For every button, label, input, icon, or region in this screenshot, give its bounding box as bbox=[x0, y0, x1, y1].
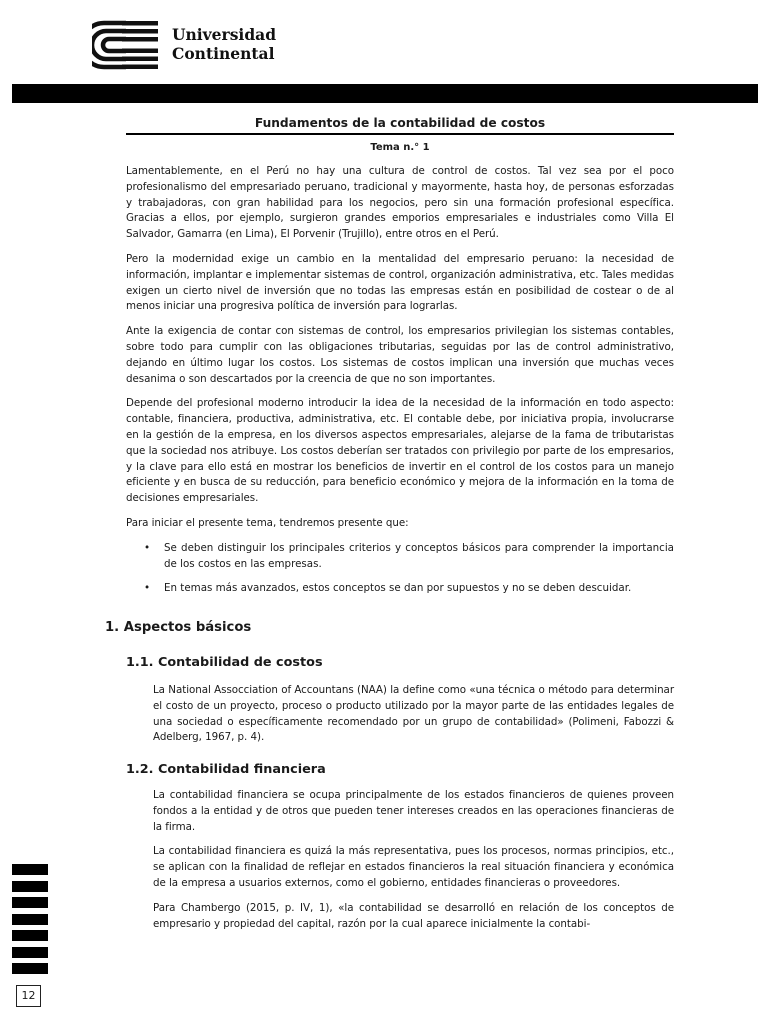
logo-line1: Universidad bbox=[172, 25, 277, 44]
side-decoration bbox=[12, 864, 48, 980]
logo-mark-icon bbox=[92, 20, 160, 70]
page-number: 12 bbox=[16, 985, 41, 1007]
side-block bbox=[12, 930, 48, 941]
intro-paragraph-5: Para iniciar el presente tema, tendremos presente que: bbox=[126, 516, 409, 529]
list-item bbox=[126, 581, 674, 597]
bullet-icon: • bbox=[144, 582, 151, 595]
intro-paragraph-3: Ante la exigencia de contar con sistemas de control, los empresarios privilegian los sistemas contables, sobre todo para cumplir con las obligaciones tributarias, seguidas por las de control administrativo, dejando en último lugar los costos. Los sistemas de costos implican una inversión que muchas veces desanima o son descartados por la creencia de que no son importantes. bbox=[126, 325, 674, 385]
section-1-1-body bbox=[153, 683, 674, 755]
section-1-2-paragraph-3: Para Chambergo (2015, p. IV, 1), «la contabilidad se desarrolló en relación de los conceptos de empresario y propiedad del capital, razón por la cual aparece inicialmente la contabi- bbox=[153, 901, 674, 930]
side-block bbox=[12, 897, 48, 908]
list-item bbox=[126, 541, 674, 573]
university-logo bbox=[92, 20, 292, 72]
logo-text bbox=[172, 25, 276, 63]
bullet-text: En temas más avanzados, estos conceptos se dan por supuestos y no se deben descuidar. bbox=[164, 582, 632, 595]
side-block bbox=[12, 947, 48, 958]
side-block bbox=[12, 881, 48, 892]
document-subtitle: Tema n.° 1 bbox=[370, 142, 430, 153]
section-1-2-body bbox=[153, 788, 674, 941]
document-content bbox=[126, 116, 674, 606]
section-1-2-paragraph-1: La contabilidad financiera se ocupa principalmente de los estados financieros de quienes proveen fondos a la entidad y de otros que pueden tener intereses creados en las operaciones financieras de la firma. bbox=[153, 789, 674, 833]
logo-line2: Continental bbox=[172, 44, 275, 63]
header-bar bbox=[12, 84, 758, 103]
bullet-list bbox=[126, 541, 674, 597]
intro-paragraph-2: Pero la modernidad exige un cambio en la mentalidad del empresario peruano: la necesidad de información, implantar e implementar sistemas de control, organización administrativa, etc. Tales medidas exigen un cierto nivel de inversión que no todas las empresas están en posibilidad de costear o de al menos iniciar una progresiva política de inversión para lograrlas. bbox=[126, 252, 674, 313]
section-heading-1-2: 1.2. Contabilidad financiera bbox=[126, 762, 326, 777]
section-1-2-paragraph-2: La contabilidad financiera es quizá la más representativa, pues los procesos, normas principios, etc., se aplican con la finalidad de reflejar en estados financieros la real situación financiera y económica de la empresa a usuarios externos, como el gobierno, entidades financieras o proveedores. bbox=[153, 845, 674, 889]
side-block bbox=[12, 963, 48, 974]
section-heading-1: 1. Aspectos básicos bbox=[105, 620, 252, 635]
intro-paragraph-4: Depende del profesional moderno introducir la idea de la necesidad de la información en todo aspecto: contable, financiera, productiva, administrativa, etc. El contable debe, por iniciativa propia, involucrarse en la gestión de la empresa, en los diversos aspectos empresariales, alejarse de la fama de tributaristas que la sociedad nos atribuye. Los costos deberían ser tratados con privilegio por parte de los empresarios, y la clave para ello está en mostrar los beneficios de invertir en el control de los costos para un manejo eficiente y en busca de su reducción, para beneficio económico y mejora de la información en la toma de decisiones empresariales. bbox=[126, 397, 674, 505]
intro-paragraph-1: Lamentablemente, en el Perú no hay una cultura de control de costos. Tal vez sea por el poco profesionalismo del empresariado peruano, tradicional y mayormente, hasta hoy, de personas esforzadas y trabajadoras, con gran habilidad para los negocios, pero sin una formación profesional específica. Gracias a ellos, por ejemplo, surgieron grandes emporios empresariales e industriales como Villa El Salvador, Gamarra (en Lima), El Porvenir (Trujillo), entre otros en el Perú. bbox=[126, 165, 674, 241]
bullet-text: Se deben distinguir los principales criterios y conceptos básicos para comprender la importancia de los costos en las empresas. bbox=[164, 541, 674, 570]
side-block bbox=[12, 914, 48, 925]
side-block bbox=[12, 864, 48, 875]
document-title: Fundamentos de la contabilidad de costos bbox=[126, 116, 674, 135]
section-heading-1-1: 1.1. Contabilidad de costos bbox=[126, 655, 323, 670]
section-1-1-paragraph: La National Assocciation of Accountans (NAA) la define como «una técnica o método para determinar el costo de un proyecto, proceso o producto utilizado por la mayor parte de las entidades legales de una sociedad o específicamente recomendado por un grupo de contabilidad» (Polimeni, Fabozzi & Adelberg, 1967, p. 4). bbox=[153, 684, 674, 744]
bullet-icon: • bbox=[144, 541, 151, 554]
